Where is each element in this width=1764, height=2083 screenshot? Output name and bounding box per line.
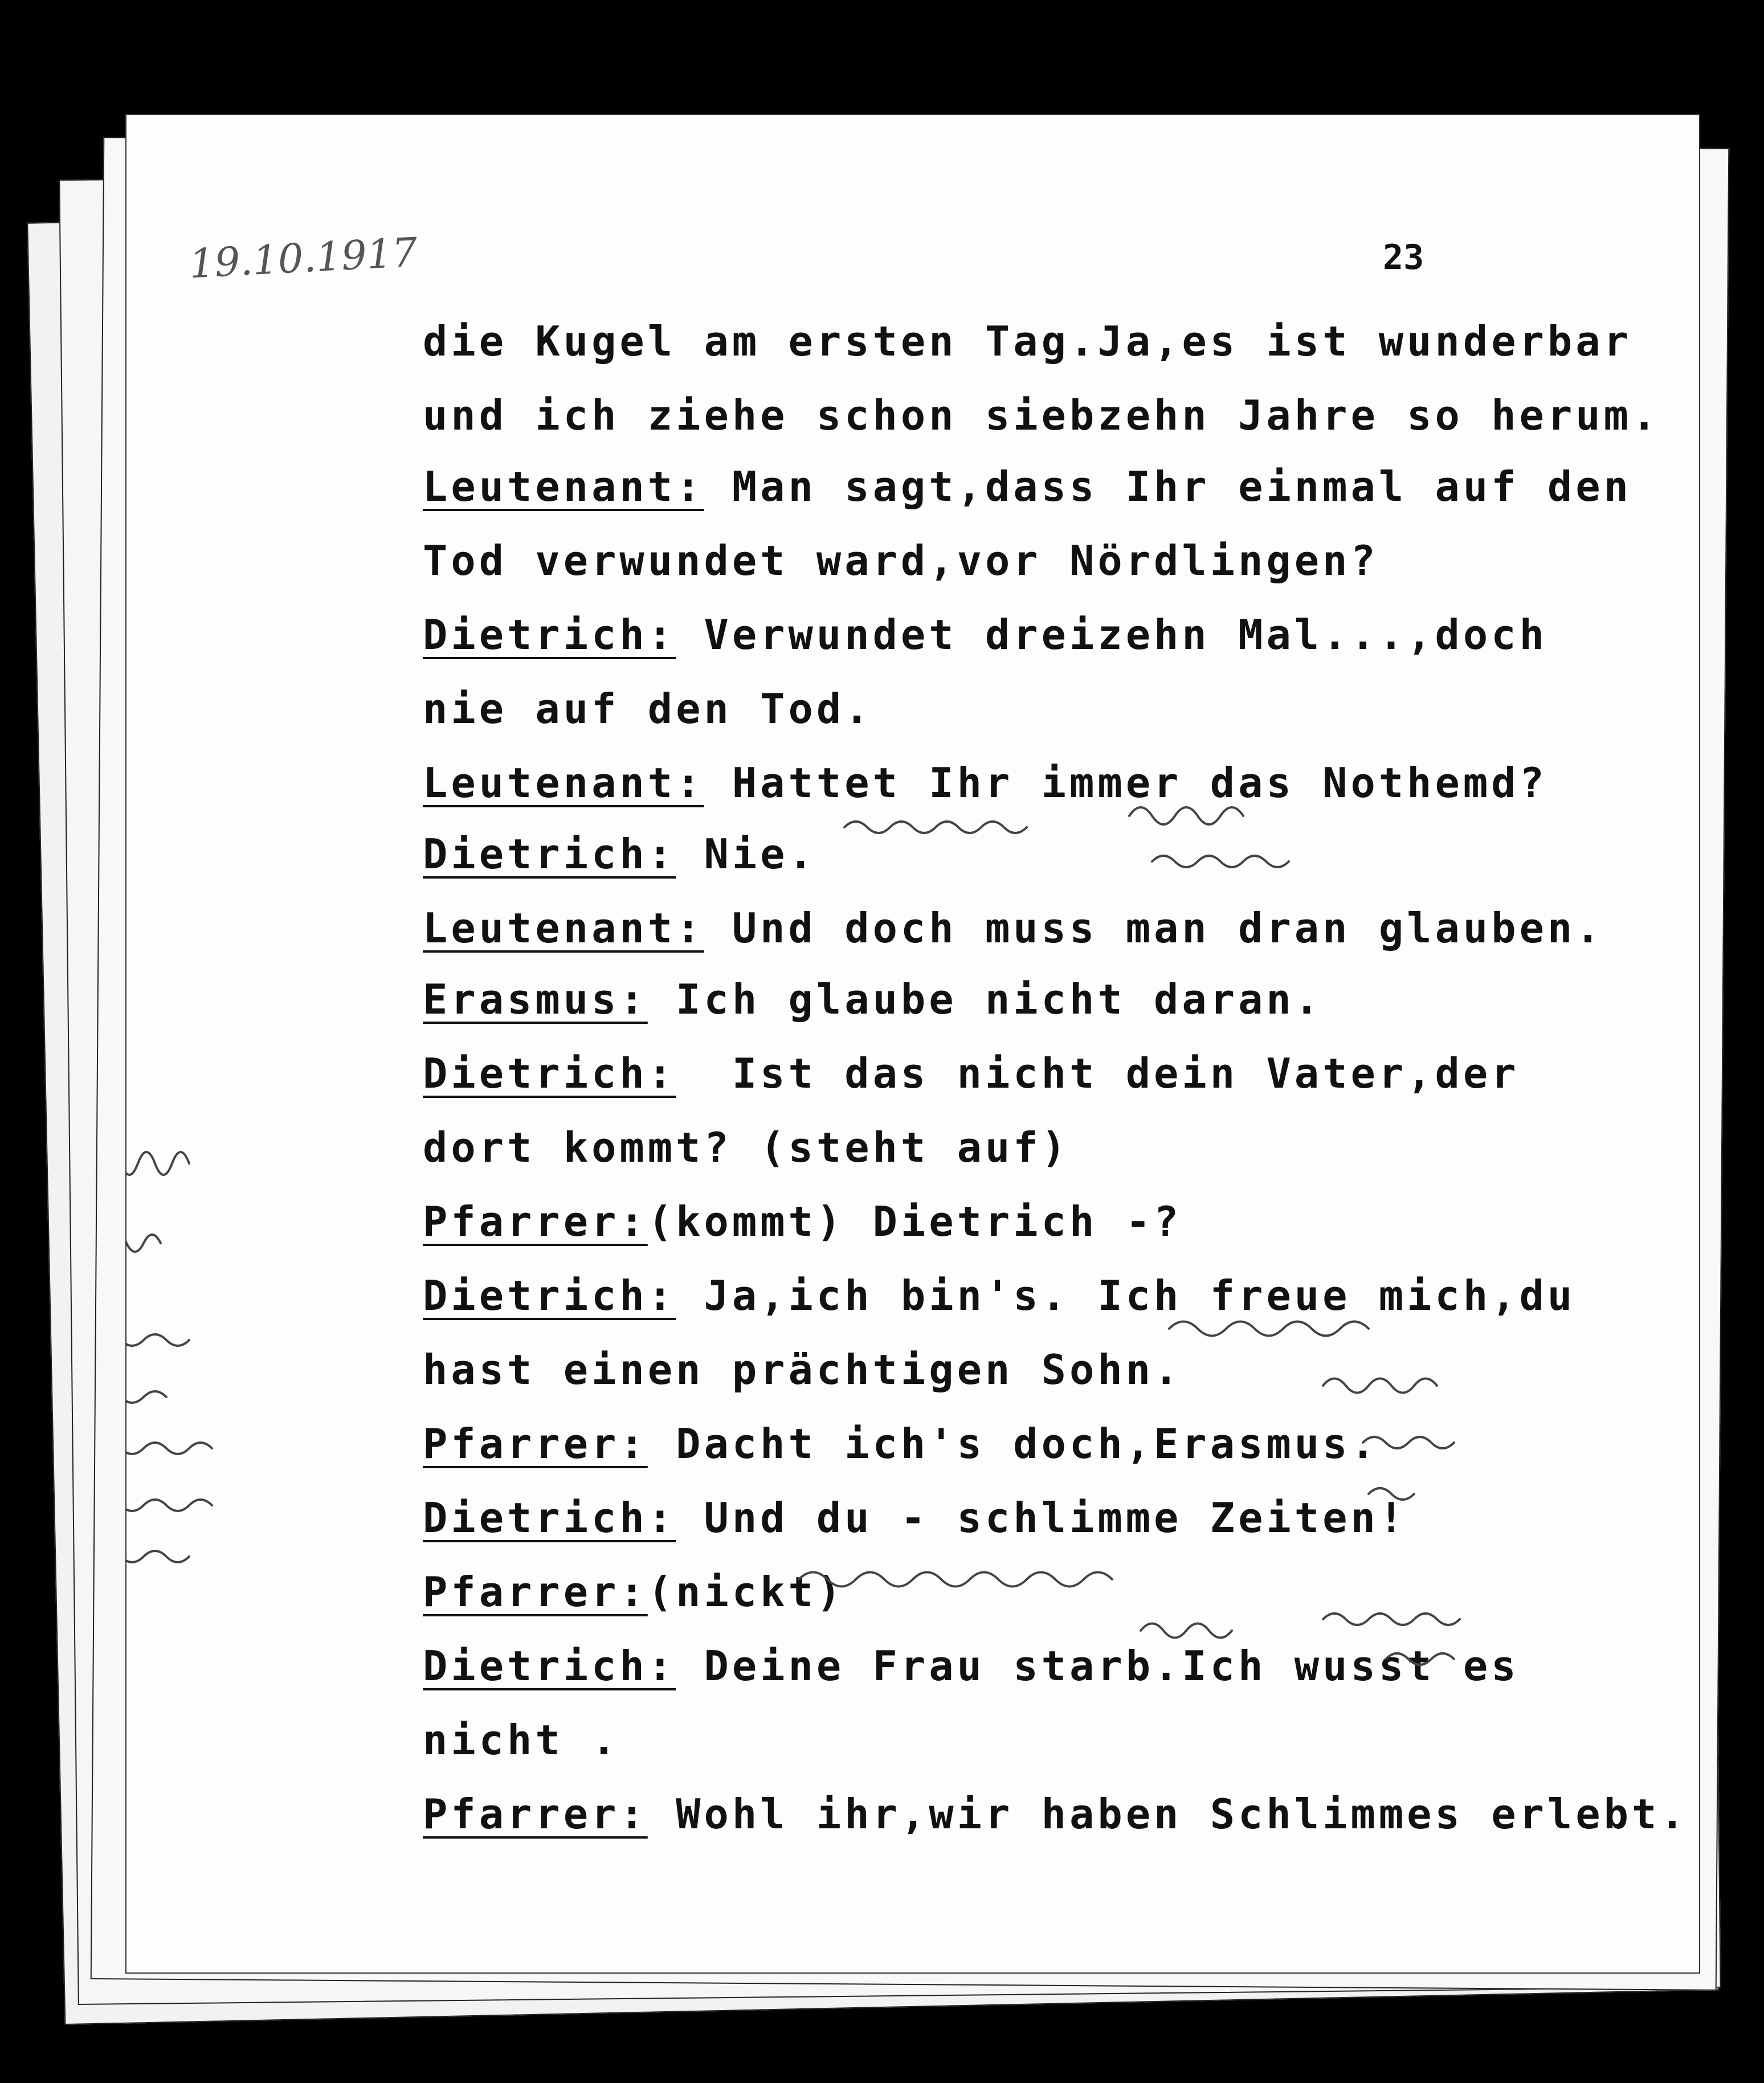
line-text: Hattet Ihr immer das Nothemd? xyxy=(704,759,1547,807)
line-text: nicht . xyxy=(423,1716,620,1764)
line-text: nie auf den Tod. xyxy=(423,685,873,733)
speaker-name: Leutenant: xyxy=(423,463,704,510)
typescript-page xyxy=(125,114,1700,1974)
speaker-name: Pfarrer: xyxy=(423,1198,648,1245)
page-number: 23 xyxy=(1383,238,1424,277)
speaker-name: Erasmus: xyxy=(423,975,648,1023)
line-text: Ist das nicht dein Vater,der xyxy=(676,1049,1520,1097)
line-text: die Kugel am ersten Tag.Ja,es ist wunderbar xyxy=(423,317,1632,365)
line-text: Ich glaube nicht daran. xyxy=(647,975,1323,1023)
speaker-name: Pfarrer: xyxy=(423,1568,648,1616)
speaker-name: Dietrich: xyxy=(423,1049,676,1097)
speaker-name: Leutenant: xyxy=(423,759,704,807)
speaker-name: Dietrich: xyxy=(423,830,676,878)
speaker-name: Pfarrer: xyxy=(423,1790,648,1838)
line-text: hast einen prächtigen Sohn. xyxy=(423,1346,1182,1394)
speaker-name: Dietrich: xyxy=(423,1272,676,1320)
speaker-name: Dietrich: xyxy=(423,1642,676,1690)
line-text: (kommt) Dietrich -? xyxy=(647,1198,1182,1245)
handwritten-date: 19.10.1917 xyxy=(188,228,419,288)
line-text: Wohl ihr,wir haben Schlimmes erlebt. xyxy=(647,1790,1688,1838)
line-text: (nickt) xyxy=(647,1568,845,1616)
line-text: Und doch muss man dran glauben. xyxy=(704,904,1604,952)
line-text: Nie. xyxy=(676,830,816,878)
line-text: Ja,ich bin's. Ich freue mich,du xyxy=(676,1272,1576,1320)
line-text: Man sagt,dass Ihr einmal auf den xyxy=(704,463,1632,510)
line-text: Tod verwundet ward,vor Nördlingen? xyxy=(423,537,1379,585)
speaker-name: Pfarrer: xyxy=(423,1420,648,1468)
line-text: Dacht ich's doch,Erasmus. xyxy=(647,1420,1379,1468)
speaker-name: Dietrich: xyxy=(423,611,676,659)
line-text: Und du - schlimme Zeiten! xyxy=(676,1494,1407,1542)
speaker-name: Leutenant: xyxy=(423,904,704,952)
line-text: Deine Frau starb.Ich wusst es xyxy=(676,1642,1520,1690)
handwritten-annotations xyxy=(126,115,1699,1972)
line-text: dort kommt? (steht auf) xyxy=(423,1124,1069,1171)
line-text: und ich ziehe schon siebzehn Jahre so herum. xyxy=(423,391,1660,439)
speaker-name: Dietrich: xyxy=(423,1494,676,1542)
line-text: Verwundet dreizehn Mal...,doch xyxy=(676,611,1547,659)
